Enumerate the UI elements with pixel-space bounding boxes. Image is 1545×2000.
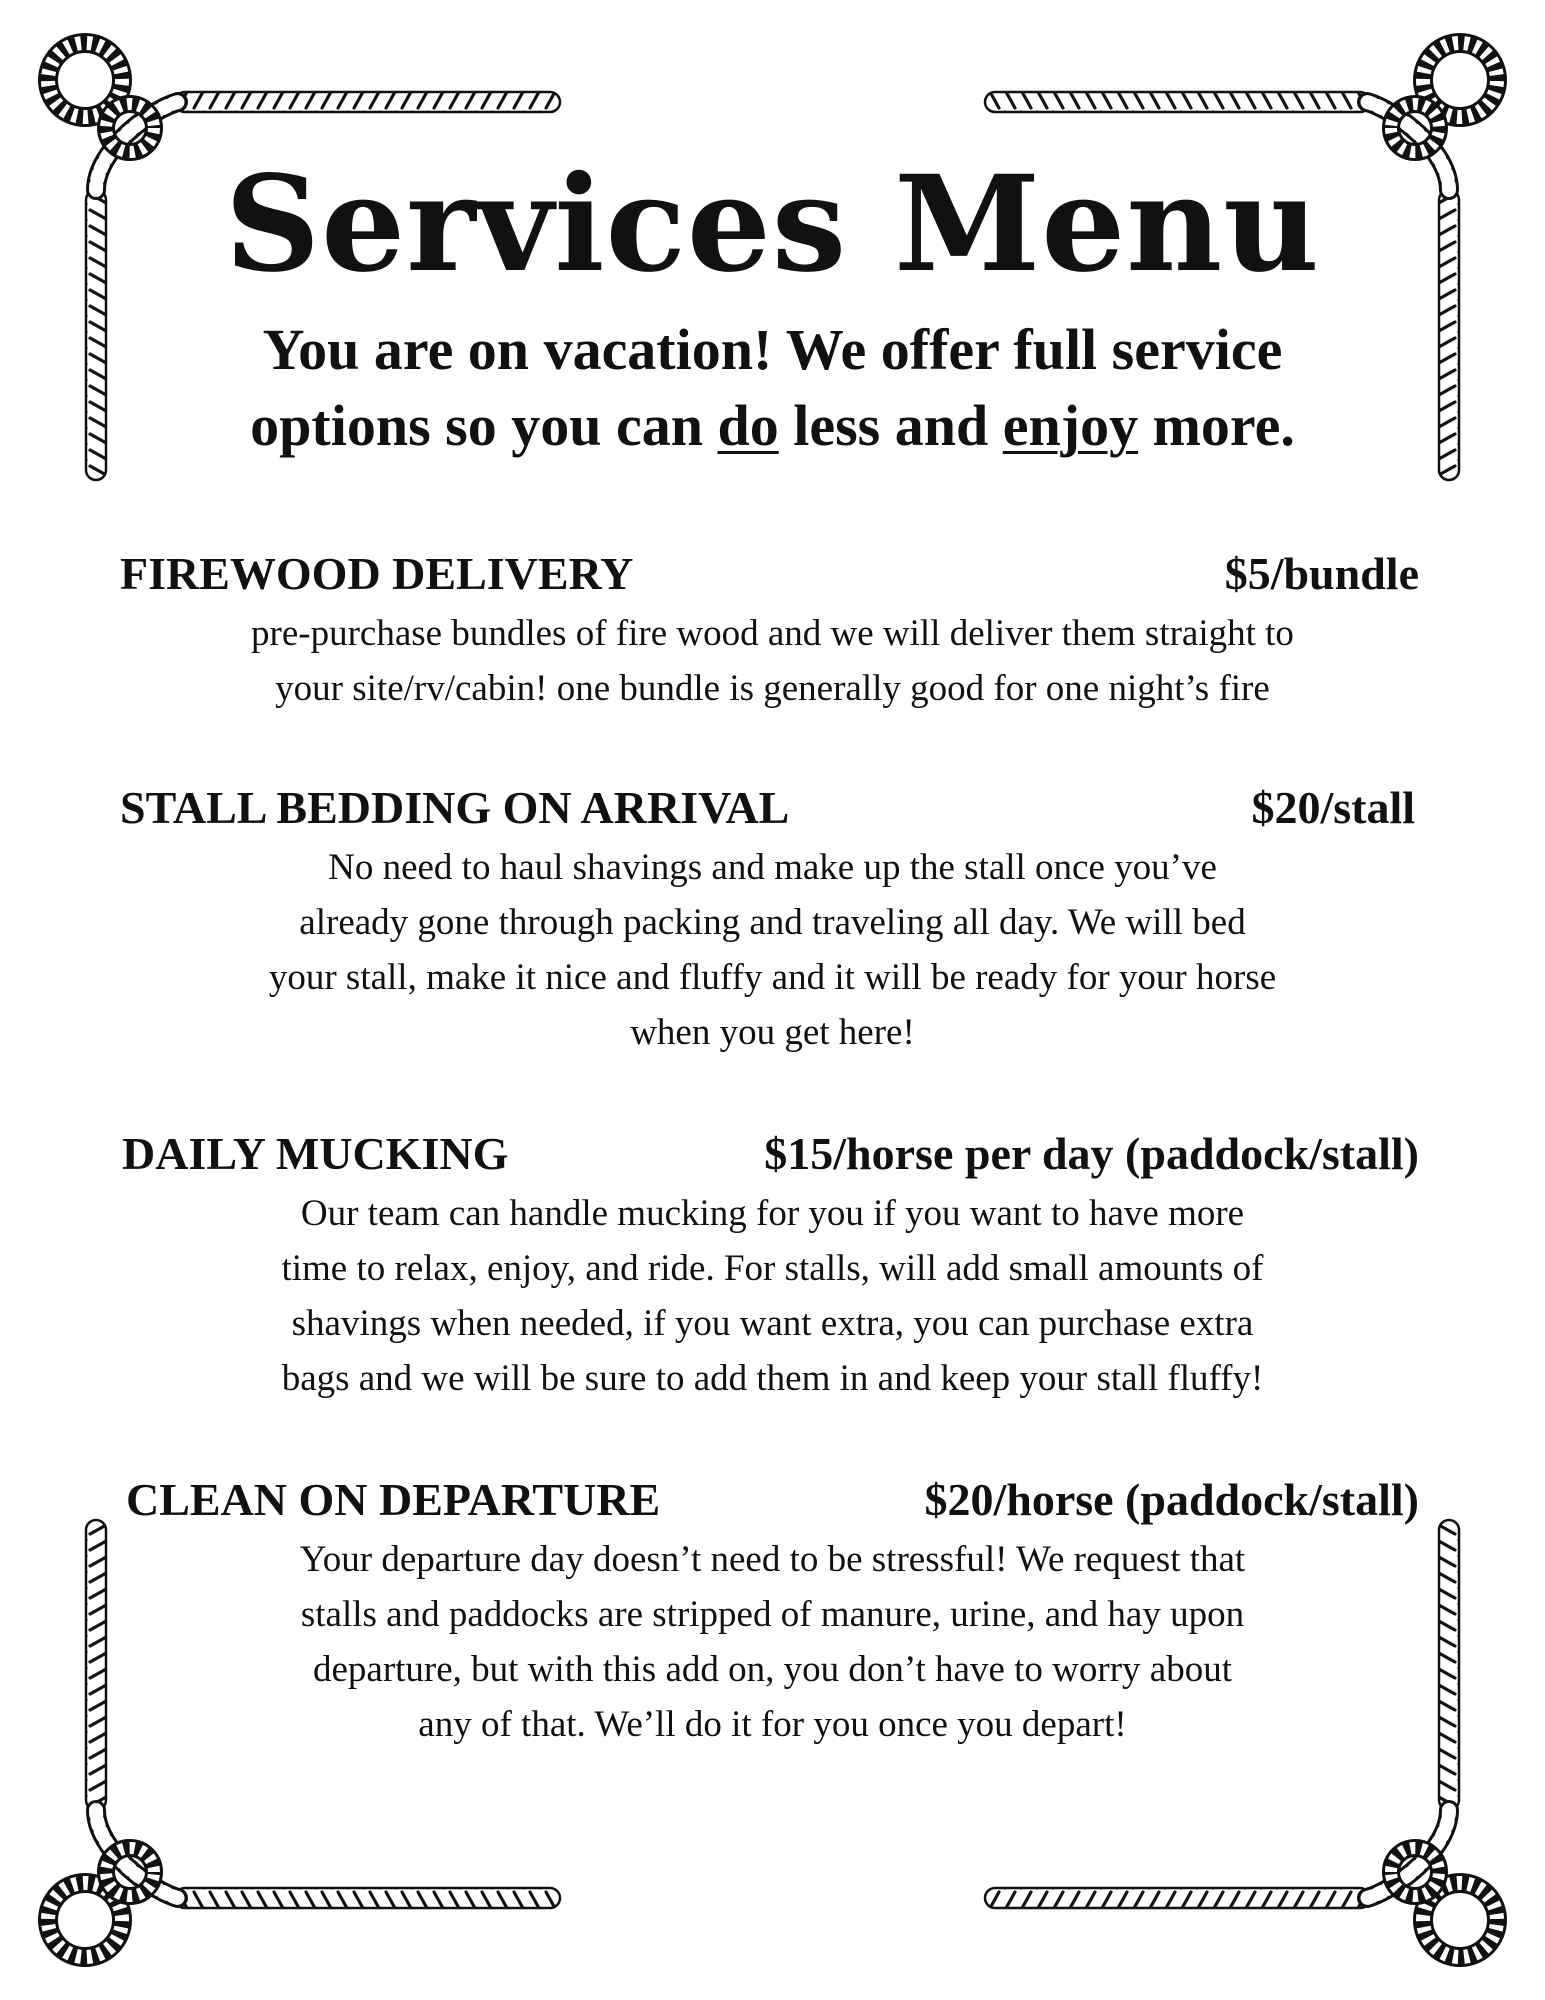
- service-price: $15/horse per day (paddock/stall): [764, 1128, 1419, 1179]
- tagline-line-2b: less and: [778, 393, 1003, 458]
- description-line: pre-purchase bundles of fire wood and we will deliver them straight to: [251, 613, 1294, 654]
- description-line: departure, but with this add on, you don’t have to worry about: [312, 1649, 1232, 1690]
- service-header: [0, 1472, 1545, 1528]
- description-line: Your departure day doesn’t need to be stressful! We request that: [299, 1539, 1246, 1580]
- service-description: [0, 840, 1545, 1060]
- service-description: [0, 1532, 1545, 1752]
- description-line: stalls and paddocks are stripped of manure, urine, and hay upon: [300, 1594, 1245, 1635]
- description-line: any of that. We’ll do it for you once you depart!: [418, 1704, 1127, 1745]
- service-name: STALL BEDDING ON ARRIVAL: [120, 782, 790, 833]
- service-price: $5/bundle: [1224, 548, 1419, 599]
- tagline-line-2c: more.: [1138, 393, 1295, 458]
- description-line: time to relax, enjoy, and ride. For stalls, will add small amounts of: [281, 1248, 1264, 1289]
- service-price: $20/horse (paddock/stall): [924, 1474, 1419, 1525]
- description-line: Our team can handle mucking for you if you want to have more: [300, 1193, 1245, 1234]
- tagline-line-2a: options so you can: [250, 393, 718, 458]
- service-name: DAILY MUCKING: [122, 1128, 509, 1179]
- description-line: No need to haul shavings and make up the stall once you’ve: [328, 847, 1217, 888]
- service-header: [0, 780, 1545, 836]
- service-header: [0, 1126, 1545, 1182]
- service-description: [0, 1186, 1545, 1406]
- tagline: [0, 312, 1545, 464]
- page-title: Services Menu: [224, 147, 1321, 302]
- service-name: CLEAN ON DEPARTURE: [126, 1474, 661, 1525]
- service-name: FIREWOOD DELIVERY: [120, 548, 634, 599]
- tagline-emphasis-enjoy: enjoy: [1002, 393, 1139, 458]
- description-line: shavings when needed, if you want extra, you can purchase extra: [291, 1303, 1254, 1344]
- description-line: your site/rv/cabin! one bundle is generally good for one night’s fire: [275, 668, 1270, 709]
- description-line: bags and we will be sure to add them in and keep your stall fluffy!: [281, 1358, 1264, 1399]
- tagline-emphasis-do: do: [717, 393, 779, 458]
- service-header: [0, 546, 1545, 602]
- service-price: $20/stall: [1251, 782, 1415, 833]
- tagline-line-1: You are on vacation! We offer full service: [262, 317, 1283, 382]
- description-line: already gone through packing and traveling all day. We will bed: [299, 902, 1246, 943]
- description-line: your stall, make it nice and fluffy and it will be ready for your horse: [268, 957, 1277, 998]
- description-line: when you get here!: [630, 1012, 915, 1053]
- service-description: [0, 606, 1545, 716]
